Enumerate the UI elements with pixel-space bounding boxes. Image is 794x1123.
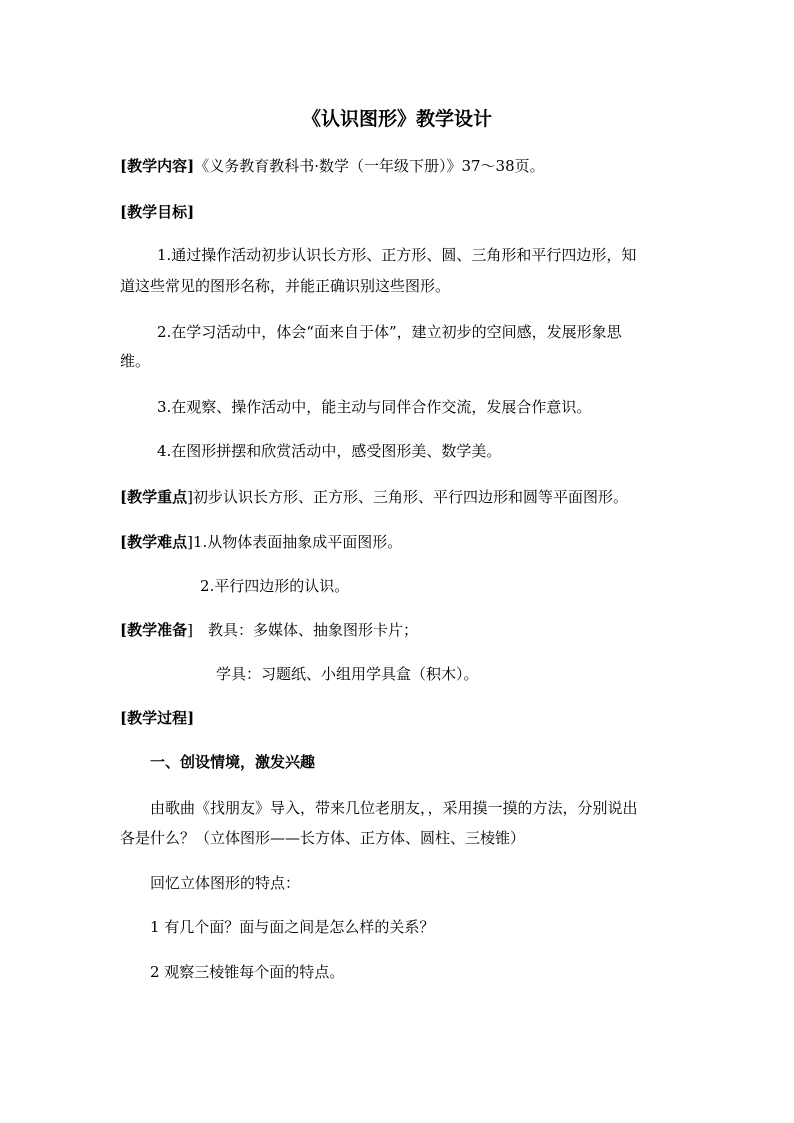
difficulty-line — [120, 532, 680, 552]
key-label: [教学重点 — [120, 488, 188, 506]
goal-1-line-2: 道这些常见的图形名称，并能正确识别这些图形。 — [120, 277, 451, 295]
difficulty-label: [教学难点 — [120, 533, 188, 551]
prep-label: [教学准备 — [120, 621, 188, 639]
difficulty-text-2: 2.平行四边形的认识。 — [200, 577, 350, 595]
recall-line: 回忆立体图形的特点： — [150, 874, 301, 892]
section-1-title: 一、创设情境，激发兴趣 — [150, 753, 316, 771]
key-text: ]初步认识长方形、正方形、三角形、平行四边形和圆等平面图形。 — [187, 488, 628, 506]
goals-label: [教学目标] — [120, 203, 195, 221]
content-line — [120, 156, 680, 176]
goal-2-line-1: 2.在学习活动中，体会“面来自于体”，建立初步的空间感，发展形象思 — [157, 323, 622, 341]
process-para-1-line-1: 由歌曲《找朋友》导入，带来几位老朋友，，采用摸一摸的方法，分别说出 — [150, 799, 638, 817]
difficulty-text-1: ]1.从物体表面抽象成平面图形。 — [187, 533, 403, 551]
prep-text-1: ] 教具：多媒体、抽象图形卡片； — [187, 621, 418, 639]
goal-3: 3.在观察、操作活动中，能主动与同伴合作交流，发展合作意识。 — [157, 398, 592, 416]
prep-line — [120, 620, 680, 640]
document-title: 《认识图形》教学设计 — [301, 108, 492, 130]
process-label: [教学过程] — [120, 709, 195, 727]
process-para-1-line-2: 各是什么？（立体图形——长方体、正方体、圆柱、三棱锥） — [120, 829, 526, 847]
prep-text-2: 学具：习题纸、小组用学具盒（积木）。 — [216, 665, 479, 683]
goal-2-line-2: 维。 — [120, 352, 151, 370]
content-text: 《义务教育教科书·数学（一年级下册）》37～38页。 — [194, 157, 545, 175]
goal-1-line-1: 1.通过操作活动初步认识长方形、正方形、圆、三角形和平行四边形，知 — [157, 246, 637, 264]
question-2: 2 观察三棱锥每个面的特点。 — [150, 963, 345, 981]
goal-4: 4.在图形拼摆和欣赏活动中，感受图形美、数学美。 — [157, 442, 502, 460]
question-1: 1 有几个面？面与面之间是怎么样的关系？ — [150, 918, 435, 936]
content-label: [教学内容] — [120, 157, 195, 175]
key-line — [120, 487, 680, 507]
